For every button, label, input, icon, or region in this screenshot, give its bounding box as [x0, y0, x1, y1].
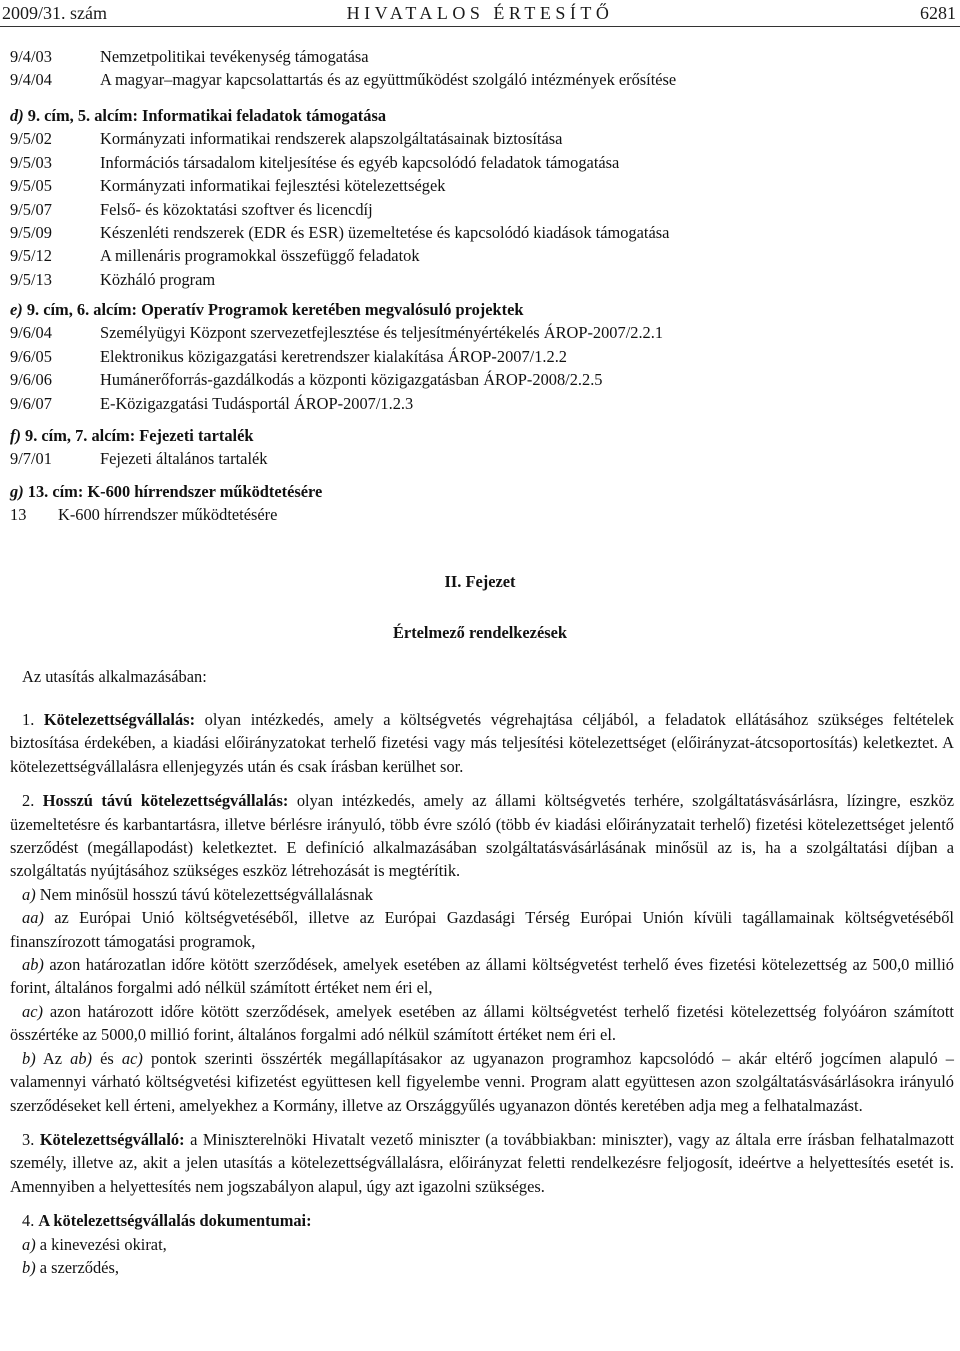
title-name: A millenáris programokkal összefüggő feladatok: [100, 246, 420, 266]
title-code: 9/6/05: [10, 346, 52, 366]
title-row: [10, 268, 669, 291]
title-row: [10, 447, 267, 470]
title-row: [10, 345, 663, 368]
title-name: Információs társadalom kiteljesítése és egyéb kapcsolódó feladatok támogatása: [100, 152, 620, 172]
title-row: [10, 321, 663, 344]
title-name: Felső- és közoktatási szoftver és licencdíj: [100, 199, 373, 219]
page-number: 6281: [920, 3, 956, 23]
section-heading: e) 9. cím, 6. alcím: Operatív Programok keretében megvalósuló projektek: [10, 300, 524, 319]
definition-2-b: b) Az ab) és ac) pontok szerinti összérték megállapításakor az ugyanazon programhoz kapcsolódó – akár eltérő jogcímen alapuló – valamennyi várható költségvetési kifizetést együttesen kell figyelembe venni. Program alatt együttesen azon szolgáltatásvásárlásokra irányuló szerződéseket kell érteni, amelyekhez a Kormány, illetve az Országgyűlés ugyanazon döntés keretében adja meg a felhatalmazást.: [10, 1048, 954, 1115]
title-row: [10, 174, 669, 197]
title-group: [10, 424, 267, 471]
publication-title: HIVATALOS ÉRTESÍTŐ: [346, 3, 614, 23]
title-row: [10, 68, 676, 91]
page-header: [0, 0, 960, 27]
definition-4: 4. A kötelezettségvállalás dokumentumai:: [22, 1211, 312, 1231]
title-name: K-600 hírrendszer működtetésére: [58, 505, 278, 525]
title-row: [10, 503, 322, 526]
title-group: [10, 298, 663, 415]
title-code: 9/6/06: [10, 370, 52, 390]
chapter-title: Értelmező rendelkezések: [392, 623, 567, 642]
definition-2-ac: ac) azon határozott időre kötött szerződések, amelyek esetében az állami költségvetést terhelő fizetési kötelezettség folyóáron számított összértéke az 5000,0 millió forint, általános forgalmi adó nélkül számított értéket nem éri el.: [10, 1001, 954, 1045]
title-group: [10, 45, 676, 92]
title-code: 9/4/04: [10, 70, 52, 90]
title-code: 9/5/05: [10, 176, 52, 196]
title-name: Kormányzati informatikai rendszerek alapszolgáltatásainak biztosítása: [100, 129, 563, 149]
definition-2-aa: aa) az Európai Unió költségvetéséből, illetve az Európai Gazdasági Térség Európai Unión kívüli tagállamainak költségvetéséből finanszírozott támogatási programok,: [10, 908, 954, 951]
section-heading: g) 13. cím: K-600 hírrendszer működtetésére: [10, 482, 323, 501]
title-code: 13: [10, 505, 27, 525]
title-row: [10, 151, 669, 174]
definition-4-a: a) a kinevezési okirat,: [22, 1234, 167, 1254]
definition-2-ab: ab) azon határozatlan időre kötött szerződések, amelyek esetében az állami költségvetést terhelő éves fizetési kötelezettség az 500,0 millió forint, általános forgalmi adó nélkül számított értéket nem éri el,: [10, 955, 954, 998]
title-code: 9/5/02: [10, 129, 52, 149]
title-code: 9/5/07: [10, 199, 52, 219]
definition-term: A kötelezettségvállalás dokumentumai:: [38, 1211, 312, 1231]
title-row: [10, 127, 669, 150]
issue-number: 2009/31. szám: [2, 3, 107, 23]
title-name: Fejezeti általános tartalék: [100, 449, 268, 469]
definition-term: Hosszú távú kötelezettségvállalás:: [42, 791, 289, 811]
title-name: A magyar–magyar kapcsolattartás és az együttműködést szolgáló intézmények erősítése: [100, 70, 677, 90]
title-row: [10, 244, 669, 267]
definition-term: Kötelezettségvállalás:: [43, 710, 196, 729]
definition-2-a: a) Nem minősül hosszú távú kötelezettségvállalásnak: [22, 884, 373, 904]
section-heading: d) 9. cím, 5. alcím: Informatikai feladatok támogatása: [10, 106, 387, 125]
title-name: Személyügyi Központ szervezetfejlesztése és teljesítményértékelés ÁROP-2007/2.2.1: [100, 323, 664, 343]
title-row: [10, 368, 663, 391]
title-row: [10, 198, 669, 221]
definition-2: 2. Hosszú távú kötelezettségvállalás: olyan intézkedés, amely az állami költségvetés terhére, szolgáltatásvásárlásra, lízingre, eszköz üzemeltetésre és karbantartásra, illetve bérlésre irányuló, több évre szóló (több év kiadási előirányzatait terhelő) fizetési kötelezettséget jelentő szerződést (megállapodást) keletkeztet. E definíció alkalmazásában szolgáltatásvásárlásának minősül az is, ha a szolgáltatási díjban a szolgáltatás nyújtásához szükséges eszköz létrehozását is megtérítik.: [10, 791, 954, 881]
title-code: 9/4/03: [10, 47, 52, 66]
title-code: 9/7/01: [10, 449, 52, 469]
title-code: 9/5/13: [10, 269, 52, 289]
title-row: [10, 45, 676, 68]
title-row: [10, 392, 663, 415]
title-group: [10, 104, 669, 291]
definitions-block: [10, 708, 954, 1279]
title-code: 9/6/07: [10, 393, 52, 413]
title-name: E-Közigazgatási Tudásportál ÁROP-2007/1.2.3: [100, 393, 414, 413]
definition-3: 3. Kötelezettségvállaló: a Miniszterelnöki Hivatalt vezető miniszter (a továbbiakban: miniszter), vagy az általa erre írásban felhatalmazott személy, illetve az, akit a jelen utasítás a kötelezettségvállalásra, előirányzat feletti rendelkezésre feljogosít, ideértve a helyettesítés esetét is. Amennyiben a helyettesítés nem jogszabályon alapul, úgy azt igazolni szükséges.: [10, 1129, 954, 1196]
title-name: Kormányzati informatikai fejlesztési kötelezettségek: [100, 176, 446, 196]
section-heading: f) 9. cím, 7. alcím: Fejezeti tartalék: [10, 426, 254, 445]
title-name: Humánerőforrás-gazdálkodás a központi közigazgatásban ÁROP-2008/2.2.5: [100, 370, 603, 390]
title-code: 9/6/04: [10, 323, 52, 343]
title-row: [10, 221, 669, 244]
definition-1: 1. Kötelezettségvállalás: olyan intézkedés, amely a költségvetés végrehajtása céljából, a feladatok ellátásához szükséges feltételek biztosítása érdekében, a kiadási előirányzatokat terhelő fizetési vagy más teljesítési kötelezettséget (előirányzat-átcsoportosítás) keletkeztet. A kötelezettségvállalásra ellenjegyzés után és csak írásban kerülhet sor.: [10, 710, 954, 776]
title-code: 9/5/09: [10, 222, 52, 242]
intro-text: Az utasítás alkalmazásában:: [22, 667, 207, 686]
title-code: 9/5/12: [10, 246, 52, 266]
chapter-number: II. Fejezet: [444, 572, 516, 591]
title-name: Elektronikus közigazgatási keretrendszer kialakítása ÁROP-2007/1.2.2: [100, 346, 567, 366]
title-code: 9/5/03: [10, 152, 52, 172]
definition-term: Kötelezettségvállaló:: [39, 1129, 185, 1149]
title-name: Készenléti rendszerek (EDR és ESR) üzemeltetése és kapcsolódó kiadások támogatása: [100, 222, 670, 242]
title-group: [10, 480, 322, 527]
definition-4-b: b) a szerződés,: [22, 1257, 119, 1277]
title-name: Közháló program: [100, 269, 216, 289]
title-name: Nemzetpolitikai tevékenység támogatása: [100, 47, 369, 66]
